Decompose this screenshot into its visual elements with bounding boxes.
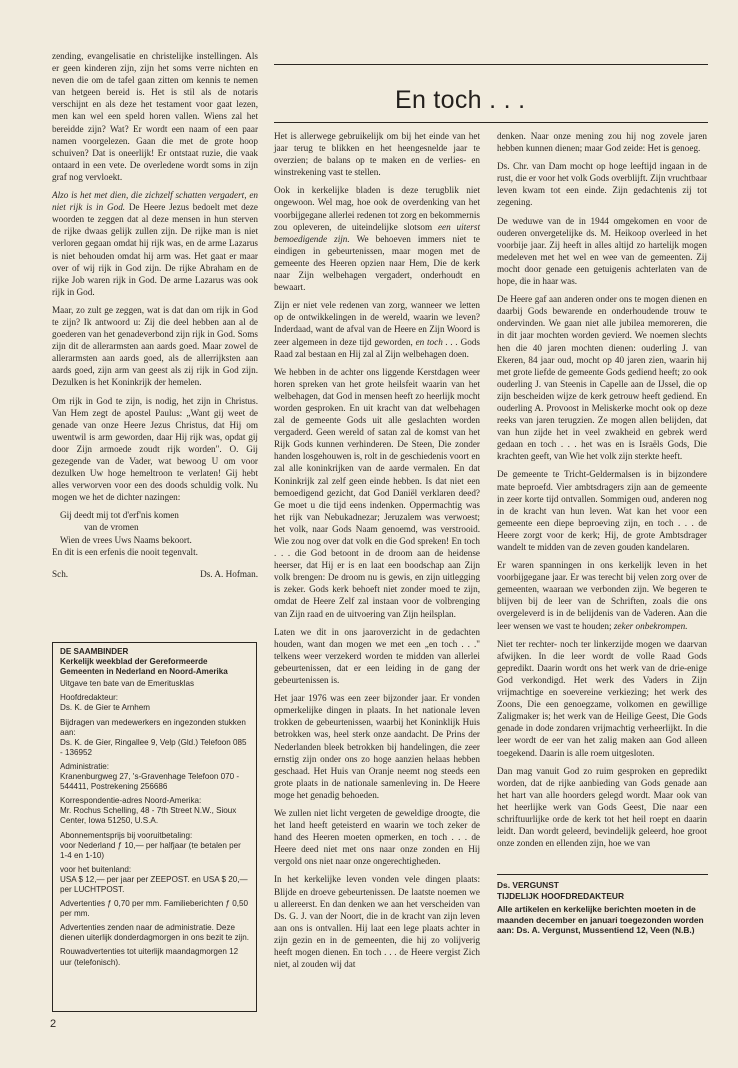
paragraph: En dit is een erfenis die nooit tegenvalt. <box>52 546 198 557</box>
paragraph-text: Zijn er niet vele redenen van zorg, wanneer we letten op de ontwikkelingen in de wereld, waarin we leven? Inderdaad, want de afval van de Heere en Zijn Woord is zeer algemeen in deze tijd geworden, <box>274 300 480 347</box>
paragraph <box>274 184 480 293</box>
column-middle <box>274 130 480 976</box>
poem-line: Wien de vrees Uws Naams bekoort. <box>60 534 192 545</box>
publication-name: DE SAAMBINDER <box>60 647 129 656</box>
paragraph: denken. Naar onze mening zou hij nog zovele jaren hebben kunnen dienen; maar God zeide: Het is genoeg. <box>497 131 707 154</box>
paragraph <box>274 299 480 359</box>
notice-name: Ds. VERGUNST <box>497 880 559 890</box>
poem-line: Gij deedt mij tot d'erf'nis komen <box>60 510 179 521</box>
paragraph: We hebben in de achter ons liggende Kerstdagen weer horen spreken van het grote heilsfeit waarin van het welbehagen, dat God in mensen heeft zo heerlijk mocht worden gesproken. En uit kracht van dat welbehagen zal de gemeente Gods uit alle geslachten worden vergaderd. Geen wereld of satan zal de komst van het Rijk Gods kunnen verhinderen. De Steen, Die zonder handen losgehouwen is, rolt in de geschiedenis voort en zal alle koninkrijken van de aarde vermalen. En dat Koninkrijk zal zelf geen einde hebben. Is dat niet een bemoedigend gezicht, dat God Daniël verklaren deed? Ge moet u die tijd eens indenken. Oppermachtig was het rijk van Nebukadnezar; Jeruzalem was verwoest; het volk, naar Gods Naam genoemd, was verstrooid. Wie zou nog over dat volk en die God spreken! En toch . . . die God betoont in de droom aan de heidense heerser, dat Hij er is en laat een boodschap aan Zijn volk brengen: De droom nu is gewis, en zijn uitlegging is zeker. Gods kerk behoeft niet zonder moed te zijn, omdat de Heere Zelf zal instaan voor de volbrenging van Zijn raad en de uitvoering van Zijn heilsplan. <box>274 366 480 619</box>
title-rule <box>274 122 708 123</box>
paragraph: Ds. Chr. van Dam mocht op hoge leeftijd ingaan in de rust, die er voor het volk Gods overblijft. Zijn vruchtbaar leven kwam tot een einde. Zijn gedachtenis zij tot zegening. <box>497 161 707 208</box>
notice-body: Alle artikelen en kerkelijke berichten moeten in de maanden december en januari toegezonden worden aan: Ds. A. Vergunst, Mussentiend 12, Veen (N.B.) <box>497 904 704 936</box>
paragraph: Het jaar 1976 was een zeer bijzonder jaar. Er vonden opmerkelijke dingen in plaats. In het nationale leven trokken de gebeurtenissen, waarbij het Koninklijk Huis betrokken was, heel sterk onze aandacht. De Prins der Nederlanden bleek betrokken bij handelingen, die zeer ernstig zijn onder ons zo hoge aanzien helaas hebben geschaad. Het Huis van Oranje neemt nog steeds een grote plaats in de nationale samenleving in. De Heere moge het genadig behoeden. <box>274 693 480 800</box>
subscription-nl: voor Nederland ƒ 10,— per halfjaar (te betalen per 1-4 en 1-10) <box>60 840 241 860</box>
notice-rule <box>497 874 708 875</box>
colophon-box <box>52 642 257 1012</box>
italic-quote: Alzo is het met dien, die zichzelf schatten vergadert, en niet rijk is in God. <box>52 190 258 213</box>
top-rule <box>274 64 708 65</box>
signature-left: Sch. <box>52 568 69 579</box>
italic-phrase: zeker onbekrompen. <box>613 620 688 631</box>
author-name: Ds. A. Hofman. <box>200 568 258 579</box>
paragraph: We zullen niet licht vergeten de geweldige droogte, die het land heeft geteisterd en waarin we toch zeker de hand des Heeren moeten opmerken, en toch . . . de Heere deed niet met ons naar onze zonden en Hij vergold ons niet naar onze ongerechtigheden. <box>274 807 480 867</box>
paragraph: Maar, zo zult ge zeggen, wat is dat dan om rijk in God te zijn? Ik antwoord u: Zij die deel hebben aan al de goederen van het genadeverbond zijn rijk in God. Soms zijn dit de allerarmsten aan aards goed. Maar zowel de allerarmsten aan aards goed, als de allerrijksten aan aards goed, zijn arm van geest als zij rijk in God zijn. Dezulken is het Koninkrijk der hemelen. <box>52 304 258 388</box>
paragraph: Niet ter rechter- noch ter linkerzijde mogen we daarvan afwijken. In die leer wordt de volle Raad Gods gepredikt. Daarin wordt ons het werk van de drie-enige God verkondigd. Het werk des Vaders in Zijn vrijmachtige en soevereine verkiezing; het werk des Zoons, Die een genoegzame, volkomen en gewillige Zaligmaker is; het werk van de Heilige Geest, Die Gods genade in dode zondaren vrijmachtig verheerlijkt. In die leer wordt de eer van het zalig maken aan God alleen toegekend. Daarin is alle roem uitgesloten. <box>497 638 707 758</box>
subscription-usa: USA $ 12,— per jaar per ZEEPOST. en USA $ 20,— per LUCHTPOST. <box>60 874 248 894</box>
contrib-address: Ds. K. de Gier, Ringallee 9, Velp (Gld.) Telefoon 085 - 136952 <box>60 737 247 757</box>
admin-address: Kranenburgweg 27, 's-Gravenhage Telefoon 070 - 544411, Postrekening 256686 <box>60 772 240 792</box>
publication-subtitle: Kerkelijk weekblad der Gereformeerde Gemeenten in Nederland en Noord-Amerika <box>60 657 228 677</box>
italic-phrase: en toch . . . <box>415 336 458 347</box>
paragraph: De Heere gaf aan anderen onder ons te mogen dienen en daarbij Gods bewarende en onderhoudende trouw te ondervinden. We gaan niet alle jubilea memoreren, die in dit jaar mochten worden gevierd. We noemen slechts hen die 40 jaren mochten dienen: ouderling J. van Ekeren, 84 jaar oud, mocht op 40 jaren zien, waarin hij met grote liefde de gemeente Gods gediend heeft; zo ook ouderling J. van Steenis in Capelle aan de IJssel, die op zijn bescheiden wijze de kerk getrouw heeft gediend. En ouderling A. Provoost in Meliskerke mocht ook op deze reeks van jaren terugzien. Ze mogen allen belijden, dat van hun zijde het in veel zwakheid en gebrek werd gedaan en toch . . . het was en is Israëls Gods, Die krachten geeft, van Wie het volk zijn sterkte heeft. <box>497 294 707 462</box>
mourning-note: Rouwadvertenties tot uiterlijk maandagmorgen 12 uur (telefonisch). <box>60 947 239 967</box>
column-right <box>497 130 707 855</box>
ad-prices: Advertenties ƒ 0,70 per mm. Familieberichten ƒ 0,50 per mm. <box>60 899 249 919</box>
paragraph <box>52 189 258 298</box>
italic-phrase: een uiterst bemoedigende zijn. <box>274 221 480 244</box>
paragraph: De weduwe van de in 1944 omgekomen en voor de ouderen onvergetelijke ds. M. Heikoop overleed in het voorbije jaar. Zij heeft in alles altijd zo hartelijk mogen medeleven met het wel en wee van de gemeenten. Zij mocht door genade een getuigenis achterlaten van de hope, die in haar was. <box>497 215 707 287</box>
poem-line: van de vromen <box>84 522 139 533</box>
paragraph-text: Gods Raad zal bestaan en Hij zal al Zijn welbehagen doen. <box>274 336 480 359</box>
contrib-label: Bijdragen van medewerkers en ingezonden stukken aan: <box>60 717 246 737</box>
paragraph-text: Ook in kerkelijke bladen is deze terugblik niet ongewoon. Wel mag, hoe ook de overdenking van het voorbijgegane allerlei redenen tot zorg en bekommernis zou opleveren, de uiteindelijke slotsom <box>274 185 480 232</box>
subscription-abroad-label: voor het buitenland: <box>60 864 132 874</box>
paragraph: De gemeente te Tricht-Geldermalsen is in bijzondere mate beproefd. Vier ambtsdragers zijn aan de gemeente in zeer korte tijd ontvallen. Sommigen oud, anderen nog in de kracht van hun leven. Wat kan het voor een gemeente een diepe beproeving zijn, en toch . . . de Heere zorgt voor de kerk; Hij, de grote Ambtsdrager wandelt te midden van de zeven gouden kandelaren. <box>497 469 707 552</box>
ad-note: Advertenties zenden naar de administratie. Deze dienen uiterlijk donderdagmorgen in ons bezit te zijn. <box>60 923 249 943</box>
article-title: En toch . . . <box>395 86 526 114</box>
page-number: 2 <box>50 1018 57 1030</box>
subscription-label: Abonnementsprijs bij vooruitbetaling: <box>60 830 193 840</box>
paragraph: Om rijk in God te zijn, is nodig, het zijn in Christus. Van Hem zegt de apostel Paulus: „Want gij weet de genade van onze Heere Jezus Christus, dat Hij om uwentwil is arm geworden, daar Hij rijk was, opdat gij door Zijn armoede zoudt rijk worden". O. Gij gezegende van de Vader, wat bewoog U om voor dezulken Uw hoge hemeltroon te verlaten! Gij hebt alles verworven voor een des doods schuldig volk. Nu mogen we het de dichter nazingen: <box>52 395 258 503</box>
publisher-line: Uitgave ten bate van de Emeritusklas <box>60 679 195 689</box>
editor-label: Hoofdredakteur: <box>60 693 119 703</box>
paragraph: zending, evangelisatie en christelijke instellingen. Als er geen kinderen zijn, zijn het soms verre nichten en neven die om de tafel gaan zitten om kennis te nemen van hetgeen bereid is. Het is stil als de notaris verschijnt en als deze het testament voor gaat lezen, men kan wel een speld horen vallen. Wiens zal het bereidde zijn? Wat? Er wordt een naam of een paar namen voorgelezen. Gaan die met de grote hoop schuiven? Dat is oneerlijk! Er ontstaat ruzie, die vaak ontaard in een vete. De overledene wordt soms in zijn graf nog vervloekt. <box>52 51 258 182</box>
admin-label: Administratie: <box>60 761 110 771</box>
paragraph-text: We behoeven immers niet te eindigen in gebeurtenissen, maar mogen met de gemeente des Heeren opzien naar Hem, Die de kerk naar Zijn welbehagen vergadert, onderhoudt en bewaart. <box>274 233 481 293</box>
paragraph-text: Er waren spanningen in ons kerkelijk leven in het voorbijgegane jaar. Er was terecht bij velen zorg over de gemeenten, waaraan we verbonden zijn. We begeren te blijven bij de leer van de Schriften, zoals die ons overgeleverd is in de belijdenis van de Vaderen. Aan die leer wensen we vast te houden; <box>497 560 707 631</box>
signature-line <box>52 568 258 580</box>
notice-role: TIJDELIJK HOOFDREDAKTEUR <box>497 890 625 901</box>
paragraph: Het is allerwege gebruikelijk om bij het einde van het jaar terug te blikken en het heengesnelde jaar te overzien; de balans op te maken en de verlies- en winstrekening vast te stellen. <box>274 131 480 178</box>
na-address: Mr. Rochus Schelling, 48 - 7th Street N.W., Sioux Center, Iowa 51250, U.S.A. <box>60 806 237 826</box>
editor-notice <box>497 880 707 936</box>
column-left <box>52 50 258 580</box>
na-label: Korrespondentie-adres Noord-Amerika: <box>60 796 202 806</box>
paragraph <box>497 559 707 632</box>
poem-quote <box>60 509 258 545</box>
editor-name: Ds. K. de Gier te Arnhem <box>60 703 150 713</box>
paragraph: In het kerkelijke leven vonden vele dingen plaats: Blijde en droeve gebeurtenissen. De laatste noemen we u allereerst. En dan denken we aan het verscheiden van Ds. G. J. van der Noort, die in de kracht van zijn leven aan ons is ontvallen. Hij laat een lege plaats achter in zijn gezin en in de gemeenten, die hij zo volijverig heeft mogen dienen. En toch . . . de Heere vergist Zich niet, al zouden wij dat <box>274 874 480 970</box>
paragraph: Laten we dit in ons jaaroverzicht in de gedachten houden, want dan mogen we met een „en toch . . ." telkens weer verzekerd worden te midden van allerlei gebeurtenissen, dat er een leiding in de gang der gebeurtenissen is. <box>274 626 480 686</box>
paragraph-text: De Heere Jezus bedoelt met deze woorden te zeggen dat al deze mensen in hun sterven de rijke dwaas gelijk zullen zijn. De rijke man is niet verloren gegaan omdat hij rijk was, en de arme Lazarus is niet behouden omdat hij arm was. Het gaat er maar over of wij rijk in God zijn. De rijke Abraham en de rijke Job waren rijk in God. De arme Lazarus was ook rijk in God. <box>52 202 259 297</box>
paragraph: Dan mag vanuit God zo ruim gesproken en gepredikt worden, dat de rijke aanbieding van Gods genade aan het hart van alle hoorders gelegd wordt. Maar ook van het heerlijke werk van Gods Geest, Die naar een schriftuurlijke orde de kerk tot het heil roept en daarin leidt. Dan wordt geleerd, bevindelijk geleerd, hoe groot onze zonden en ellenden zijn, hoe we van <box>497 765 707 849</box>
